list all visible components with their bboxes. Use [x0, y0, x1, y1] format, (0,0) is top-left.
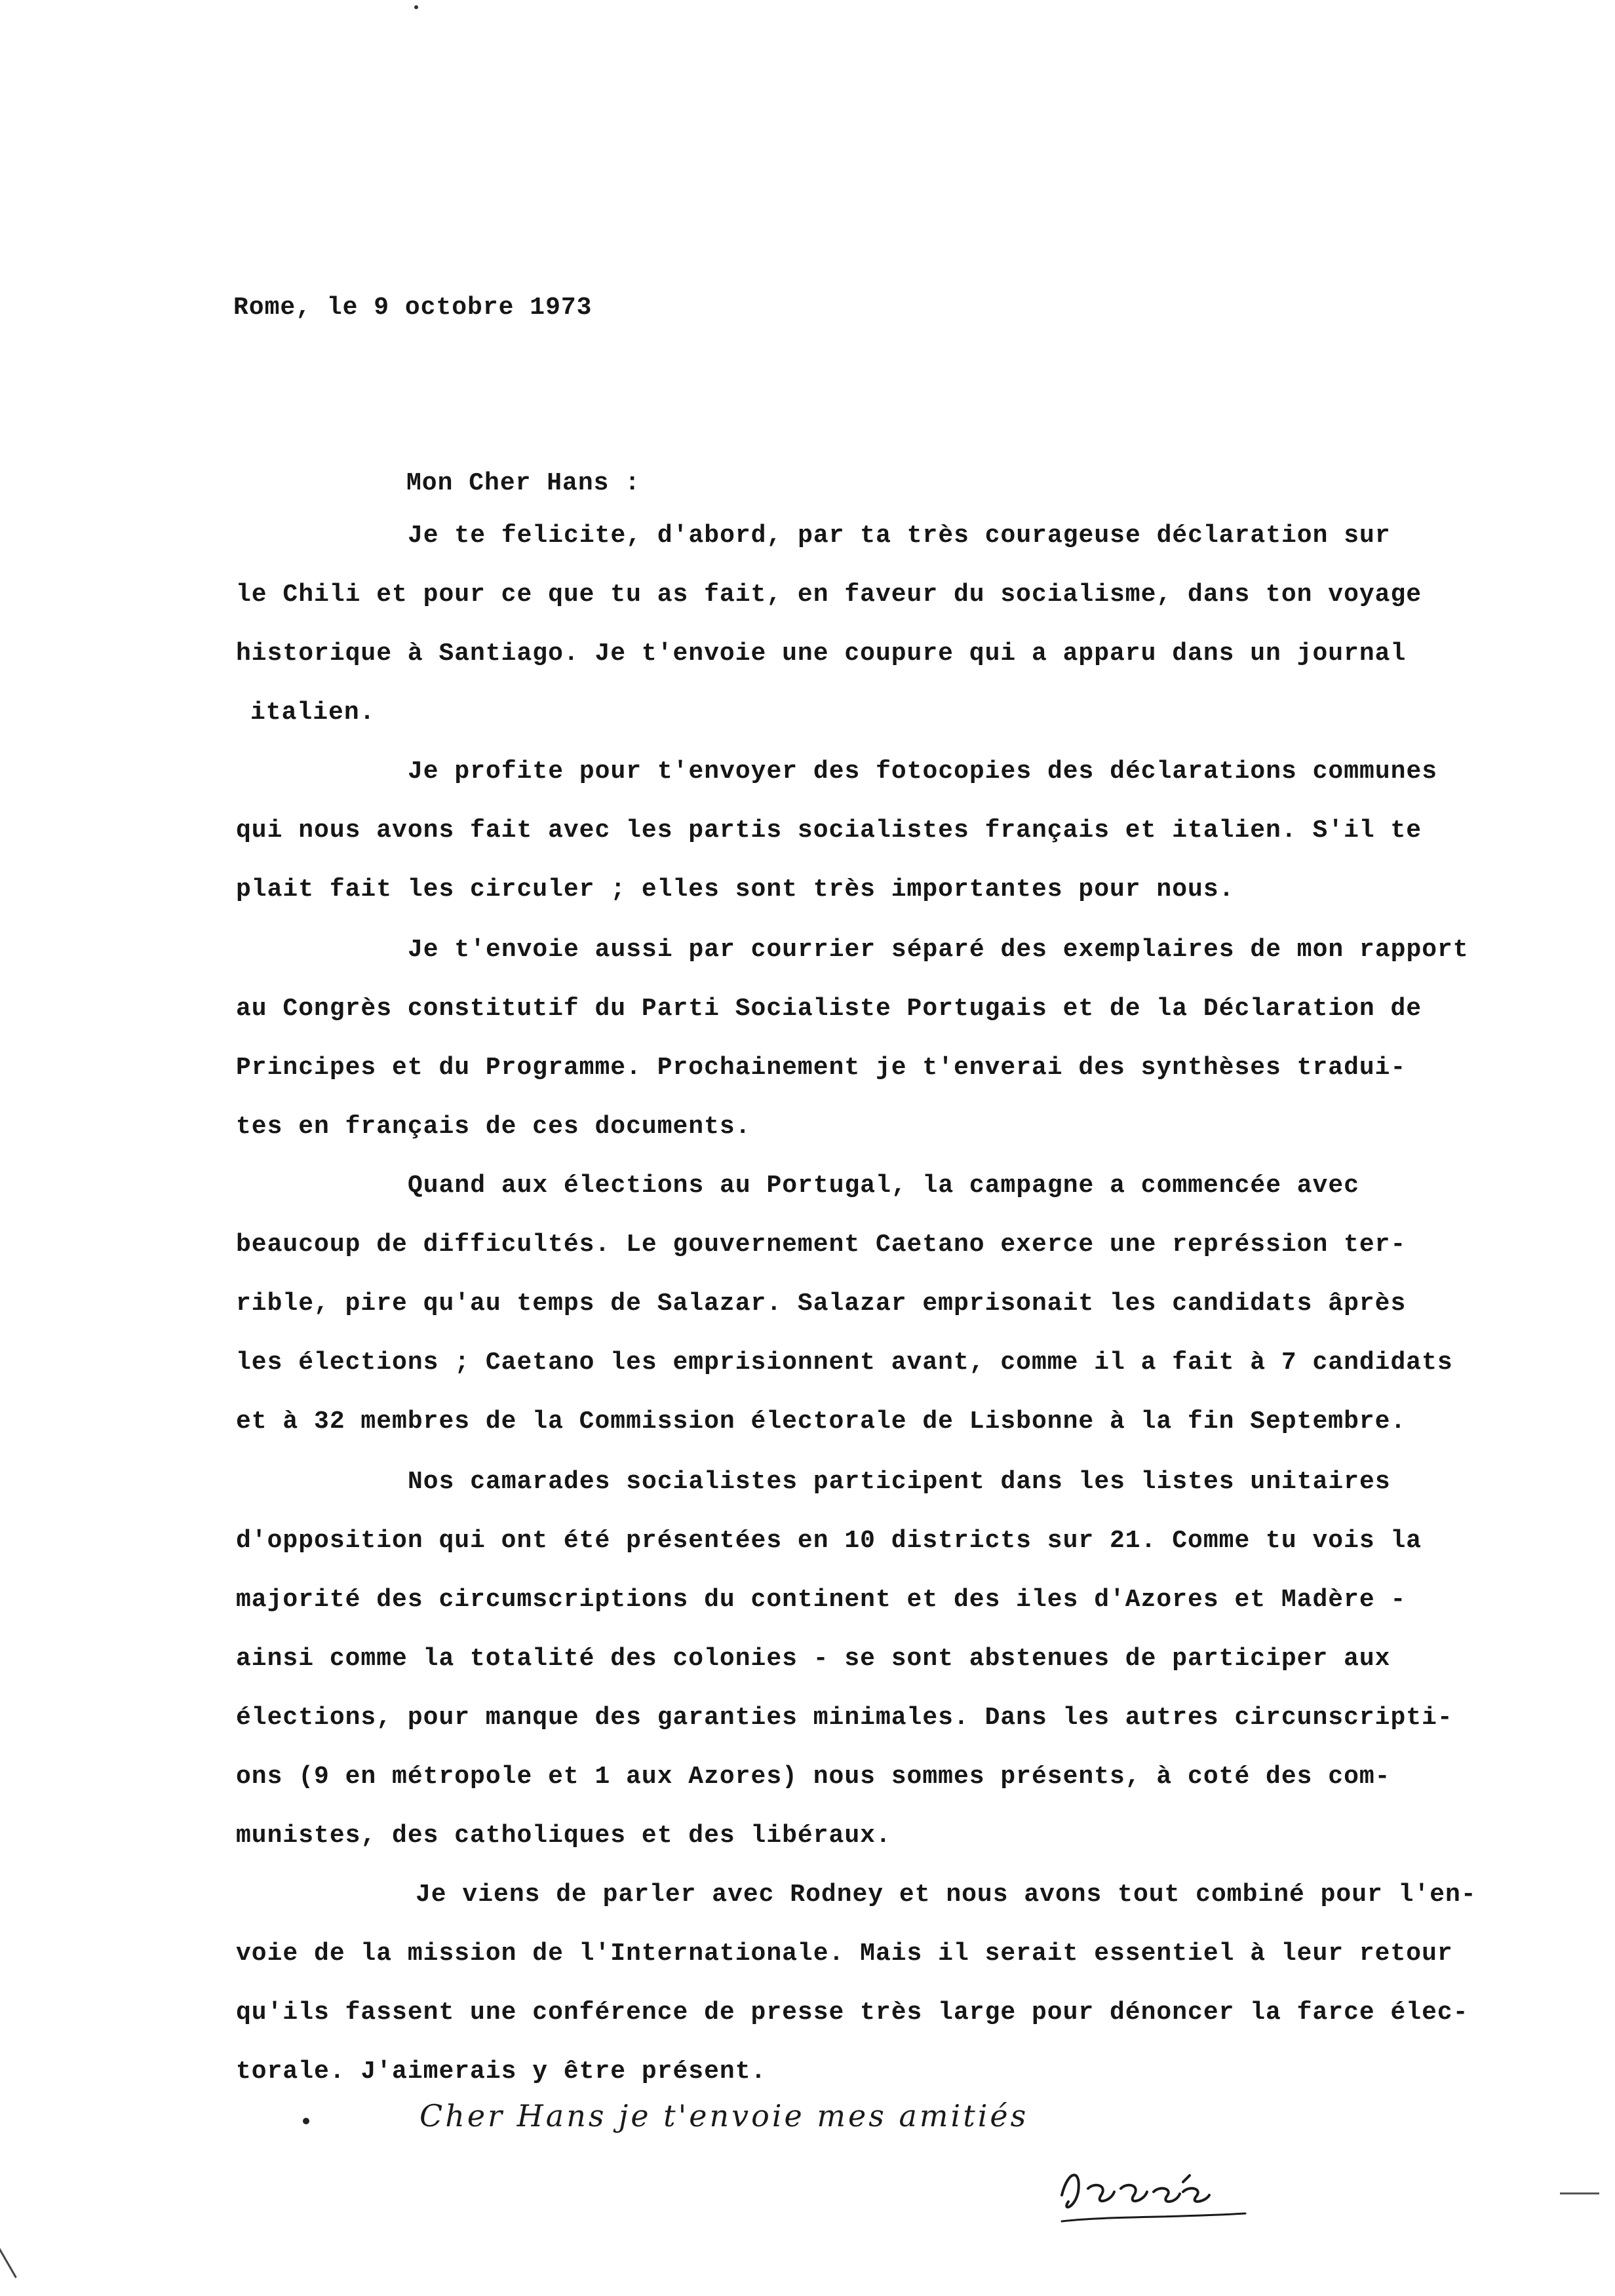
body-line: italien.: [250, 698, 376, 727]
body-line: Nos camarades socialistes participent dans les listes unitaires: [408, 1468, 1391, 1496]
salutation: Mon Cher Hans :: [406, 469, 641, 497]
body-line: les élections ; Caetano les emprisionnent avant, comme il a fait à 7 candidats: [236, 1349, 1453, 1377]
ink-dot: [303, 2118, 309, 2124]
body-line: Principes et du Programme. Prochainement je t'enverai des synthèses tradui-: [236, 1054, 1407, 1082]
date-line: Rome, le 9 octobre 1973: [233, 294, 593, 322]
body-line: voie de la mission de l'Internationale. Mais il serait essentiel à leur retour: [236, 1940, 1453, 1968]
body-line: historique à Santiago. Je t'envoie une coupure qui a apparu dans un journal: [236, 640, 1407, 668]
body-line: ons (9 en métropole et 1 aux Azores) nous sommes présents, à coté des com-: [236, 1763, 1391, 1791]
ink-dot: [414, 5, 418, 9]
body-line: le Chili et pour ce que tu as fait, en faveur du socialisme, dans ton voyage: [236, 581, 1422, 609]
body-line: ainsi comme la totalité des colonies - se sont abstenues de participer aux: [236, 1645, 1391, 1673]
body-line: tes en français de ces documents.: [236, 1113, 751, 1141]
body-line: élections, pour manque des garanties minimales. Dans les autres circunscripti-: [236, 1704, 1453, 1732]
body-line: d'opposition qui ont été présentées en 10 districts sur 21. Comme tu vois la: [236, 1527, 1422, 1555]
handwritten-note: Cher Hans je t'envoie mes amitiés: [419, 2098, 1029, 2133]
body-line: Quand aux élections au Portugal, la campagne a commencée avec: [408, 1172, 1360, 1200]
body-line: Je t'envoie aussi par courrier séparé des exemplaires de mon rapport: [408, 936, 1469, 964]
body-line: Je profite pour t'envoyer des fotocopies des déclarations communes: [408, 757, 1438, 786]
body-line: Je te felicite, d'abord, par ta très courageuse déclaration sur: [408, 522, 1391, 550]
body-line: torale. J'aimerais y être présent.: [236, 2057, 767, 2086]
body-line: Je viens de parler avec Rodney et nous avons tout combiné pour l'en-: [416, 1881, 1477, 1909]
body-line: et à 32 membres de la Commission électorale de Lisbonne à la fin Septembre.: [236, 1407, 1407, 1436]
body-line: munistes, des catholiques et des libéraux.: [236, 1822, 891, 1850]
ink-dash: [1560, 2192, 1599, 2194]
ink-stroke: [0, 2243, 17, 2278]
body-line: plait fait les circuler ; elles sont très importantes pour nous.: [236, 875, 1235, 904]
body-line: majorité des circumscriptions du continent et des iles d'Azores et Madère -: [236, 1586, 1407, 1614]
body-line: beaucoup de difficultés. Le gouvernement Caetano exerce une représsion ter-: [236, 1231, 1407, 1259]
body-line: au Congrès constitutif du Parti Socialiste Portugais et de la Déclaration de: [236, 995, 1422, 1023]
body-line: rible, pire qu'au temps de Salazar. Salazar emprisonait les candidats âprès: [236, 1290, 1407, 1318]
body-line: qu'ils fassent une conférence de presse très large pour dénoncer la farce élec-: [236, 1999, 1469, 2027]
signature-drawing: [1049, 2156, 1258, 2234]
body-line: qui nous avons fait avec les partis socialistes français et italien. S'il te: [236, 816, 1422, 845]
